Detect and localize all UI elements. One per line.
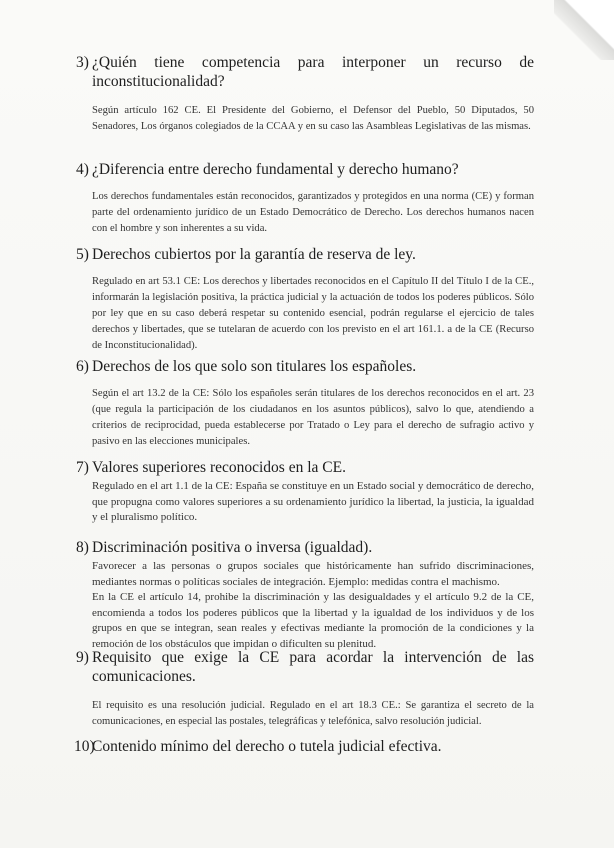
question-title: Discriminación positiva o inversa (igualdad). — [92, 539, 373, 556]
answer-5 — [92, 274, 534, 354]
question-title-line-2: inconstitucionalidad? — [92, 73, 225, 90]
question-number: 9) — [76, 649, 89, 666]
question-number: 4) — [76, 161, 89, 178]
answer-9 — [92, 698, 534, 730]
question-3 — [76, 53, 534, 135]
answer-paragraph-1: Favorecer a las personas o grupos sociales que históricamente han sufrido discriminaciones, mediantes normas o políticas sociales de integración. Ejemplo: medidas contra el machismo. — [92, 560, 534, 588]
answer-text: Los derechos fundamentales están reconocidos, garantizados y protegidos en una norma (CE) y forman parte del ordenamiento jurídico de un Estado Democrático de Derecho. Los derechos humanos nacen con el hombre y son inherentes a su vida. — [92, 191, 534, 234]
answer-6 — [92, 386, 534, 450]
question-9 — [76, 648, 534, 730]
question-title: Derechos de los que solo son titulares los españoles. — [92, 358, 417, 375]
answer-text: Regulado en el art 1.1 de la CE: España se constituye en un Estado social y democrático de derecho, que propugna como valores superiores a su ordenamiento jurídico la libertad, la justicia, la igualdad y el pluralismo político. — [92, 480, 534, 524]
question-7 — [76, 458, 534, 526]
question-number: 7) — [76, 459, 89, 476]
answer-8 — [92, 559, 534, 653]
question-title: Contenido mínimo del derecho o tutela judicial efectiva. — [92, 738, 442, 755]
question-number: 5) — [76, 246, 89, 263]
question-10 — [76, 737, 534, 756]
question-title: Valores superiores reconocidos en la CE. — [92, 459, 346, 476]
answer-text: Según el art 13.2 de la CE: Sólo los españoles serán titulares de los derechos reconocidos en el art. 23 (que regula la participación de los ciudadanos en los asuntos públicos), salvo lo que, atendiendo a criterios de reciprocidad, pueda establecerse por Tratado o Ley para el derecho de sufragio activo y pasivo en las elecciones municipales. — [92, 388, 534, 447]
answer-7 — [92, 479, 534, 526]
answer-text: El requisito es una resolución judicial. Regulado en el art 18.3 CE.: Se garantiza el secreto de la comunicaciones, en especial las postales, telegráficas y telefónica, salvo resolución judicial. — [92, 700, 534, 727]
answer-4 — [92, 189, 534, 237]
page-corner-fold — [554, 0, 614, 60]
question-number: 3) — [76, 54, 89, 71]
question-title-line-1: ¿Quién tiene competencia para interponer un recurso de — [92, 54, 534, 71]
question-title-line-1: Requisito que exige la CE para acordar la intervención de las — [92, 649, 534, 666]
question-number: 8) — [76, 539, 89, 556]
answer-text: Regulado en art 53.1 CE: Los derechos y libertades reconocidos en el Capítulo II del Título I de la CE., informarán la legislación positiva, la práctica judicial y la actuación de todos los poderes públicos. Sólo por ley que en su caso deberá respetar su contenido esencial, podrán regularse el ejercicio de tales derechos y libertades, que se tutelaran de acuerdo con los previsto en el art 161.1. a de la CE (Recurso de Inconstitucionalidad). — [92, 276, 534, 351]
answer-paragraph-2: En la CE el artículo 14, prohibe la discriminación y las desigualdades y el artículo 9.2 de la CE, encomienda a todos los poderes públicos que la libertad y la igualdad de los individuos y de los grupos en que se integran, sean reales y efectivas mediante la promoción de la condiciones y la remoción de los obstáculos que impidan o dificulten su plenitud. — [92, 591, 534, 650]
question-4 — [76, 160, 534, 237]
question-6 — [76, 357, 534, 450]
answer-text: Según artículo 162 CE. El Presidente del Gobierno, el Defensor del Pueblo, 50 Diputados, 50 Senadores, Los órganos colegiados de la CCAA y en su caso las Asambleas Legislativas de las mismas. — [92, 105, 534, 132]
question-5 — [76, 245, 534, 354]
question-title: ¿Diferencia entre derecho fundamental y derecho humano? — [92, 161, 459, 178]
question-number: 10) — [74, 738, 95, 755]
question-title: Derechos cubiertos por la garantía de reserva de ley. — [92, 246, 416, 263]
question-title-line-2: comunicaciones. — [92, 668, 196, 685]
question-8 — [76, 538, 534, 653]
answer-3 — [92, 103, 534, 135]
question-number: 6) — [76, 358, 89, 375]
